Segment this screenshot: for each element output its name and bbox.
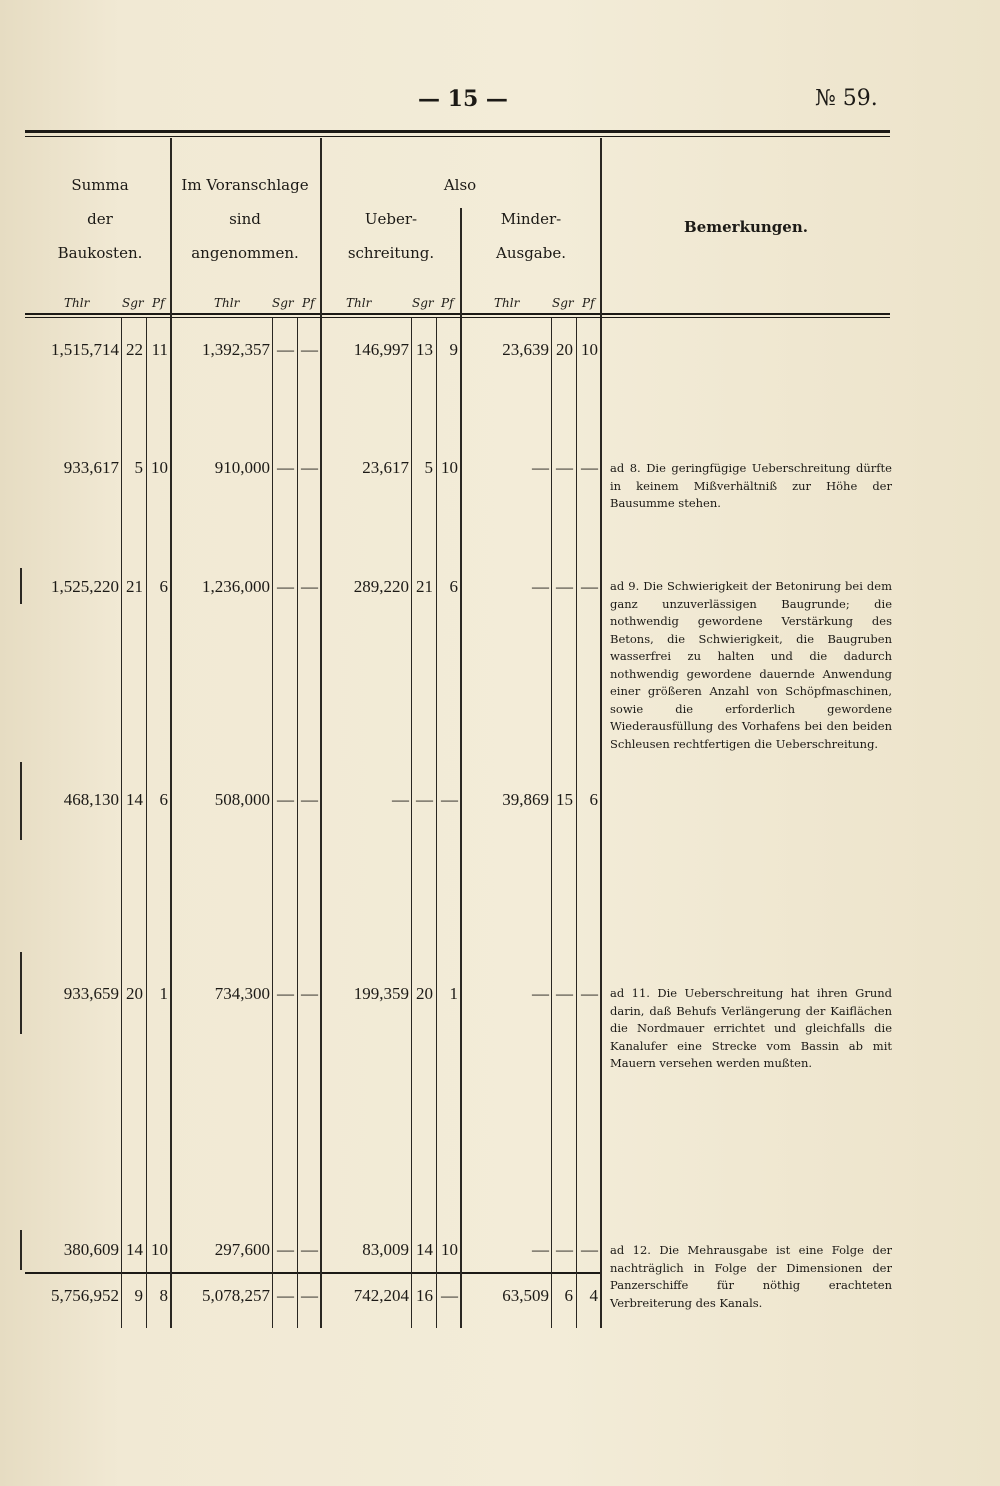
row-summa-pf: 1 bbox=[159, 984, 168, 1003]
col-line-vor-end bbox=[320, 138, 322, 1328]
total-vor-pf: — bbox=[301, 1286, 318, 1305]
remark-ref: ad 9. bbox=[610, 579, 640, 593]
col-line-ueber-end bbox=[460, 208, 462, 1328]
row-vor-thlr: 508,000 bbox=[214, 790, 270, 809]
row-minder-sgr: — bbox=[556, 1240, 573, 1259]
row-ueber-thlr: 23,617 bbox=[362, 458, 409, 477]
row-ueber-pf: 6 bbox=[449, 577, 458, 596]
row-ueber-sgr: — bbox=[416, 790, 433, 809]
header-bemerkungen: Bemerkungen. bbox=[684, 218, 808, 236]
row-minder-thlr: — bbox=[532, 577, 549, 596]
row-minder-sgr: — bbox=[556, 458, 573, 477]
row-summa-pf: 10 bbox=[151, 458, 168, 477]
header-minderausgabe: Minder- Ausgabe. bbox=[496, 210, 566, 262]
row-vor-pf: — bbox=[301, 984, 318, 1003]
row-vor-sgr: — bbox=[277, 340, 294, 359]
header-ueberschreitung: Ueber- schreitung. bbox=[347, 210, 435, 262]
row-minder-thlr: 23,639 bbox=[502, 340, 549, 359]
row-summa-sgr: 14 bbox=[126, 790, 143, 809]
remark-ref: ad 11. bbox=[610, 986, 650, 1000]
row-ueber-pf: — bbox=[441, 790, 458, 809]
row-ueber-pf: 10 bbox=[441, 458, 458, 477]
unit-label: Thlr bbox=[214, 296, 240, 310]
remark-text: Die geringfügige Ueberschreitung dürfte in keinem Mißverhältniß zur Höhe der Bausumme stehen. bbox=[610, 461, 892, 510]
row-ueber-sgr: 20 bbox=[416, 984, 433, 1003]
row-vor-sgr: — bbox=[277, 1240, 294, 1259]
sub-line bbox=[272, 318, 273, 1328]
sub-line bbox=[297, 318, 298, 1328]
row-vor-pf: — bbox=[301, 458, 318, 477]
row-ueber-thlr: 83,009 bbox=[362, 1240, 409, 1259]
row-ueber-thlr: 199,359 bbox=[353, 984, 409, 1003]
row-summa-thlr: 380,609 bbox=[63, 1240, 119, 1259]
unit-label: Pf bbox=[582, 296, 595, 310]
remark-note bbox=[610, 1242, 892, 1312]
row-ueber-thlr: — bbox=[392, 790, 409, 809]
unit-label: Pf bbox=[441, 296, 454, 310]
row-vor-sgr: — bbox=[277, 984, 294, 1003]
row-minder-sgr: — bbox=[556, 577, 573, 596]
row-ueber-sgr: 21 bbox=[416, 577, 433, 596]
total-vor-thlr: 5,078,257 bbox=[202, 1286, 270, 1305]
row-vor-thlr: 297,600 bbox=[214, 1240, 270, 1259]
row-summa-sgr: 14 bbox=[126, 1240, 143, 1259]
remark-note bbox=[610, 460, 892, 513]
brace-row-2 bbox=[20, 568, 22, 604]
row-ueber-pf: 9 bbox=[449, 340, 458, 359]
row-minder-thlr: — bbox=[532, 1240, 549, 1259]
row-ueber-pf: 10 bbox=[441, 1240, 458, 1259]
page-number: — 15 — bbox=[418, 86, 508, 112]
remark-text: Die Mehrausgabe ist eine Folge der nachträglich in Folge der Dimensionen der Panzerschiffe für nöthig erachteten Verbreiterung des Kanals. bbox=[610, 1243, 892, 1310]
row-summa-thlr: 933,617 bbox=[63, 458, 119, 477]
top-rule bbox=[25, 130, 890, 133]
sub-line bbox=[576, 318, 577, 1328]
remark-ref: ad 8. bbox=[610, 461, 641, 475]
row-summa-sgr: 22 bbox=[126, 340, 143, 359]
row-minder-pf: 6 bbox=[589, 790, 598, 809]
header-bottom-rule bbox=[25, 313, 890, 315]
unit-label: Thlr bbox=[494, 296, 520, 310]
row-vor-thlr: 734,300 bbox=[214, 984, 270, 1003]
row-vor-thlr: 1,236,000 bbox=[202, 577, 270, 596]
total-vor-sgr: — bbox=[277, 1286, 294, 1305]
row-summa-pf: 6 bbox=[159, 577, 168, 596]
row-minder-thlr: — bbox=[532, 984, 549, 1003]
document-number: № 59. bbox=[815, 86, 878, 111]
row-minder-pf: — bbox=[581, 577, 598, 596]
total-minder-thlr: 63,509 bbox=[502, 1286, 549, 1305]
row-summa-thlr: 1,515,714 bbox=[51, 340, 119, 359]
row-minder-thlr: 39,869 bbox=[502, 790, 549, 809]
row-minder-pf: — bbox=[581, 1240, 598, 1259]
top-rule-thin bbox=[25, 136, 890, 137]
total-ueber-thlr: 742,204 bbox=[353, 1286, 409, 1305]
row-vor-pf: — bbox=[301, 340, 318, 359]
sub-line bbox=[121, 318, 122, 1328]
row-minder-sgr: — bbox=[556, 984, 573, 1003]
total-minder-pf: 4 bbox=[589, 1286, 598, 1305]
header-voranschlag: Im Voranschlage sind angenommen. bbox=[181, 176, 309, 262]
unit-label: Thlr bbox=[64, 296, 90, 310]
row-vor-sgr: — bbox=[277, 577, 294, 596]
sub-line bbox=[411, 318, 412, 1328]
row-summa-sgr: 5 bbox=[134, 458, 143, 477]
row-ueber-pf: 1 bbox=[449, 984, 458, 1003]
row-minder-thlr: — bbox=[532, 458, 549, 477]
remark-ref: ad 12. bbox=[610, 1243, 651, 1257]
total-ueber-sgr: 16 bbox=[416, 1286, 433, 1305]
row-summa-sgr: 21 bbox=[126, 577, 143, 596]
row-ueber-sgr: 13 bbox=[416, 340, 433, 359]
row-vor-thlr: 1,392,357 bbox=[202, 340, 270, 359]
total-summa-sgr: 9 bbox=[134, 1286, 143, 1305]
row-summa-pf: 6 bbox=[159, 790, 168, 809]
row-vor-pf: — bbox=[301, 790, 318, 809]
row-vor-pf: — bbox=[301, 1240, 318, 1259]
row-minder-sgr: 15 bbox=[556, 790, 573, 809]
sub-line bbox=[146, 318, 147, 1328]
row-vor-pf: — bbox=[301, 577, 318, 596]
row-minder-pf: — bbox=[581, 458, 598, 477]
brace-row-3 bbox=[20, 762, 22, 840]
row-summa-thlr: 468,130 bbox=[63, 790, 119, 809]
unit-label: Sgr bbox=[412, 296, 434, 310]
remark-note bbox=[610, 985, 892, 1073]
row-summa-pf: 11 bbox=[151, 340, 168, 359]
sub-line bbox=[551, 318, 552, 1328]
sub-line bbox=[436, 318, 437, 1328]
row-ueber-sgr: 14 bbox=[416, 1240, 433, 1259]
row-minder-pf: — bbox=[581, 984, 598, 1003]
brace-row-4 bbox=[20, 952, 22, 1034]
row-summa-thlr: 1,525,220 bbox=[51, 577, 119, 596]
row-vor-sgr: — bbox=[277, 458, 294, 477]
row-minder-sgr: 20 bbox=[556, 340, 573, 359]
brace-row-5 bbox=[20, 1230, 22, 1270]
row-summa-thlr: 933,659 bbox=[63, 984, 119, 1003]
row-ueber-thlr: 289,220 bbox=[353, 577, 409, 596]
col-line-summa-end bbox=[170, 138, 172, 1328]
unit-label: Sgr bbox=[272, 296, 294, 310]
unit-label: Pf bbox=[302, 296, 315, 310]
row-vor-thlr: 910,000 bbox=[214, 458, 270, 477]
remark-text: Die Schwierigkeit der Betonirung bei dem ganz unzuverlässigen Baugrunde; die nothwendig gewordene Verstärkung des Betons, die Schwierigkeit, die Baugruben wasserfrei zu halten und die dadurch nothwendig gewordene dauernde Anwendung einer größeren Anzahl von Schöpfmaschinen, sowie die erforderlich gewordene Wiederausfüllung des Vorhafens bei den beiden Schleusen rechtfertigen die Ueberschreitung. bbox=[610, 579, 892, 751]
row-summa-sgr: 20 bbox=[126, 984, 143, 1003]
remark-text: Die Ueberschreitung hat ihren Grund darin, daß Behufs Verlängerung der Kaiflächen die Nordmauer errichtet und gleichfalls die Kanalufer eine Strecke vom Bassin ab mit Mauern versehen werden mußten. bbox=[610, 986, 892, 1070]
total-ueber-pf: — bbox=[441, 1286, 458, 1305]
remark-note bbox=[610, 578, 892, 753]
total-rule bbox=[25, 1272, 600, 1274]
unit-label: Sgr bbox=[122, 296, 144, 310]
header-summa: Summa der Baukosten. bbox=[57, 176, 143, 262]
row-vor-sgr: — bbox=[277, 790, 294, 809]
total-summa-thlr: 5,756,952 bbox=[51, 1286, 119, 1305]
col-line-minder-end bbox=[600, 138, 602, 1328]
row-ueber-sgr: 5 bbox=[424, 458, 433, 477]
total-summa-pf: 8 bbox=[159, 1286, 168, 1305]
unit-label: Sgr bbox=[552, 296, 574, 310]
unit-label: Pf bbox=[152, 296, 165, 310]
header-bottom-rule-thin bbox=[25, 317, 890, 318]
row-minder-pf: 10 bbox=[581, 340, 598, 359]
header-also: Also bbox=[443, 176, 477, 194]
total-minder-sgr: 6 bbox=[564, 1286, 573, 1305]
unit-label: Thlr bbox=[346, 296, 372, 310]
row-ueber-thlr: 146,997 bbox=[353, 340, 409, 359]
row-summa-pf: 10 bbox=[151, 1240, 168, 1259]
